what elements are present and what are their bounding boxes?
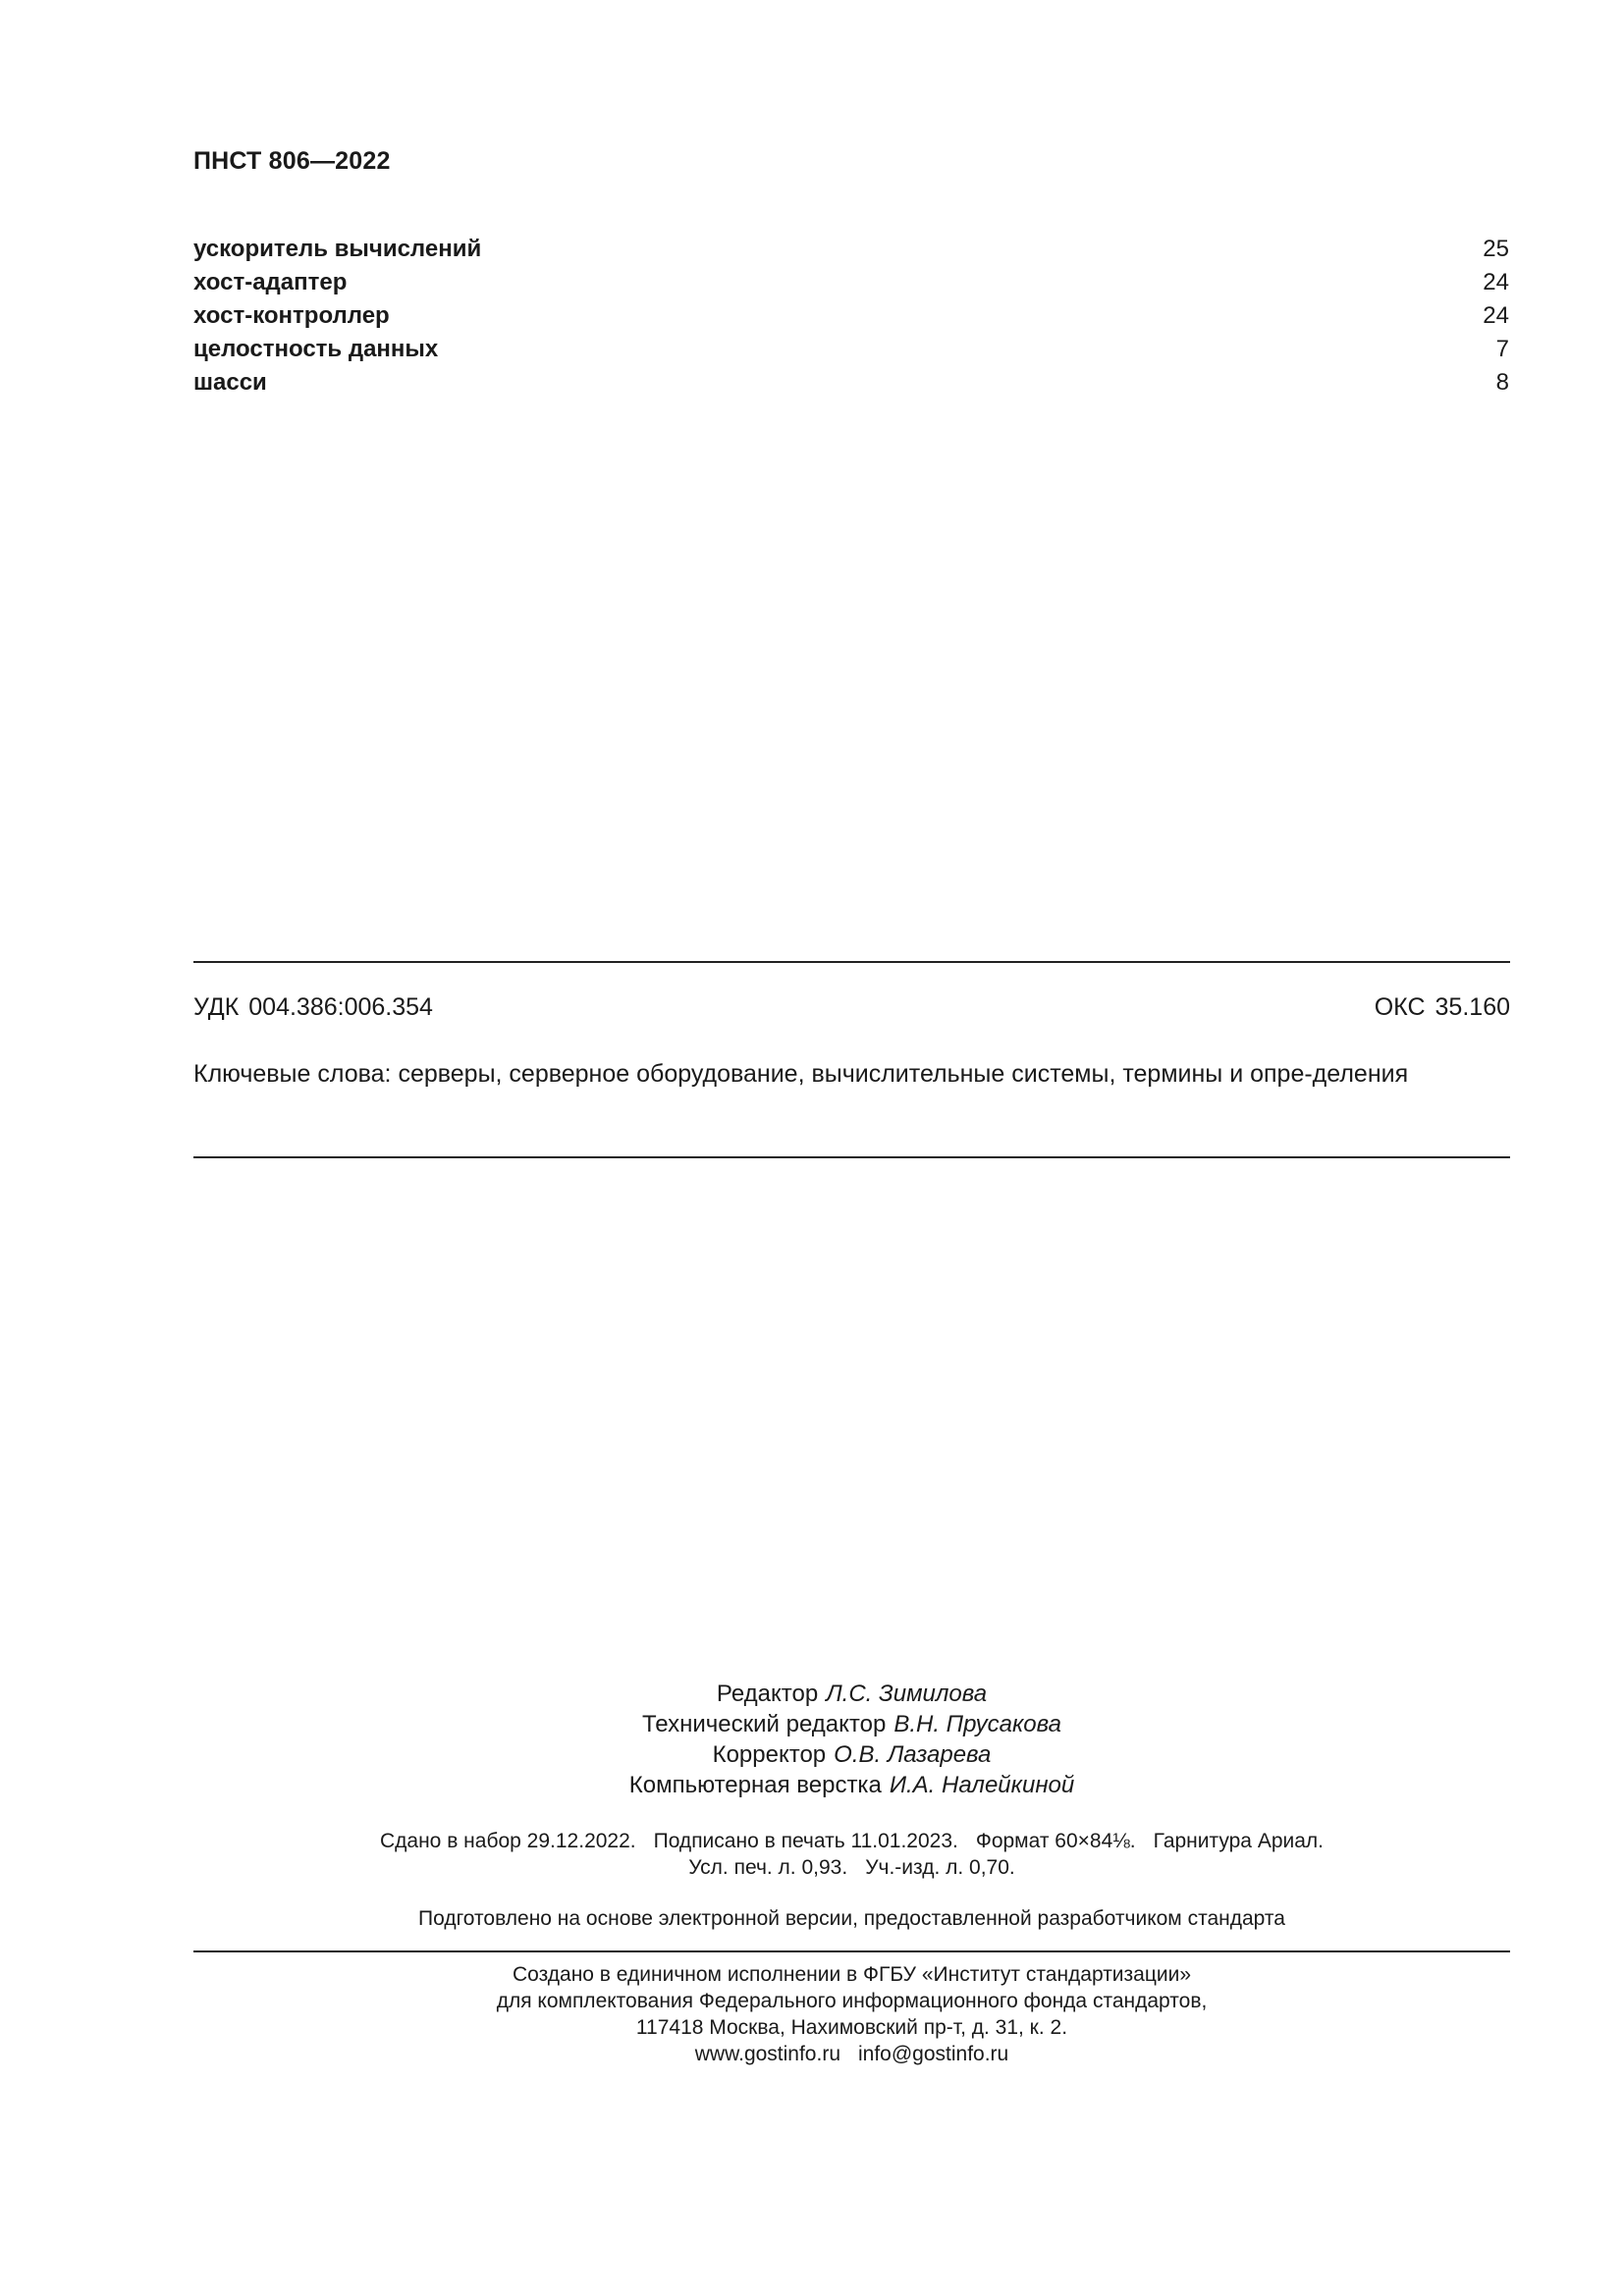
footer-line-3: 117418 Москва, Нахимовский пр-т, д. 31, к. 2. [635,2016,1068,2039]
footer-line-1: Создано в единичном исполнении в ФГБУ «Институт стандартизации» [512,1963,1192,1986]
divider-bottom [193,1950,1510,1952]
index-term: шасси [193,369,267,396]
index-entry [193,299,1509,333]
imprint-print-sheets: Усл. печ. л. 0,93. [688,1856,848,1879]
credit-layout [193,1770,1510,1800]
imprint-format: Формат 60×84⅛. [975,1830,1136,1852]
divider-middle [193,1156,1510,1158]
oks-label: ОКС [1374,993,1426,1021]
credit-name: И.А. Налейкиной [889,1772,1075,1798]
credit-role: Компьютерная верстка [628,1772,882,1798]
footer-line-2: для комплектования Федерального информационного фонда стандартов, [496,1990,1208,2012]
credit-role: Технический редактор [641,1711,887,1737]
keywords-text: Ключевые слова: серверы, серверное оборудование, вычислительные системы, термины и опре-деления [193,1060,1409,1088]
imprint-publish-sheets: Уч.-изд. л. 0,70. [865,1856,1015,1879]
imprint-typeface: Гарнитура Ариал. [1153,1830,1324,1852]
index-term: целостность данных [193,336,439,362]
udk-label: УДК [193,993,240,1021]
index-page-number: 8 [1495,369,1509,396]
subject-index-list [193,233,1509,400]
credit-editor [193,1679,1510,1709]
credit-role: Редактор [716,1681,819,1707]
udk-value: 004.386:006.354 [248,993,433,1021]
index-entry [193,333,1509,366]
footer-email-link[interactable]: info@gostinfo.ru [858,2043,1009,2065]
credit-proofreader [193,1739,1510,1770]
index-term: ускоритель вычислений [193,236,482,262]
oks-code [1375,993,1510,1022]
index-page-number: 7 [1495,336,1509,362]
index-term: хост-контроллер [193,302,390,329]
index-entry [193,366,1509,400]
index-entry [193,266,1509,299]
index-page-number: 25 [1483,236,1509,262]
imprint-line-1 [193,1828,1510,1854]
footer-contacts [193,2041,1510,2067]
publisher-footer [193,1961,1510,2067]
index-entry [193,233,1509,266]
footer-website-link[interactable]: www.gostinfo.ru [694,2043,840,2065]
index-term: хост-адаптер [193,269,348,295]
page-header-doc-code: ПНСТ 806—2022 [193,147,391,175]
index-page-number: 24 [1483,302,1509,329]
classification-line [193,993,1510,1022]
credit-role: Корректор [712,1741,827,1768]
credit-tech-editor [193,1709,1510,1739]
imprint-line-2 [193,1854,1510,1881]
divider-top [193,961,1510,963]
credit-name: В.Н. Прусакова [893,1711,1061,1737]
credit-name: О.В. Лазарева [834,1741,992,1768]
udk-code [193,993,433,1022]
imprint-typeset: Сдано в набор 29.12.2022. [379,1830,636,1852]
prepared-note: Подготовлено на основе электронной версии, предоставленной разработчиком стандарта [418,1907,1285,1930]
oks-value: 35.160 [1435,993,1510,1021]
imprint-details [193,1828,1510,1881]
editorial-credits [193,1679,1510,1800]
credit-name: Л.С. Зимилова [826,1681,988,1707]
imprint-signed: Подписано в печать 11.01.2023. [653,1830,958,1852]
index-page-number: 24 [1483,269,1509,295]
